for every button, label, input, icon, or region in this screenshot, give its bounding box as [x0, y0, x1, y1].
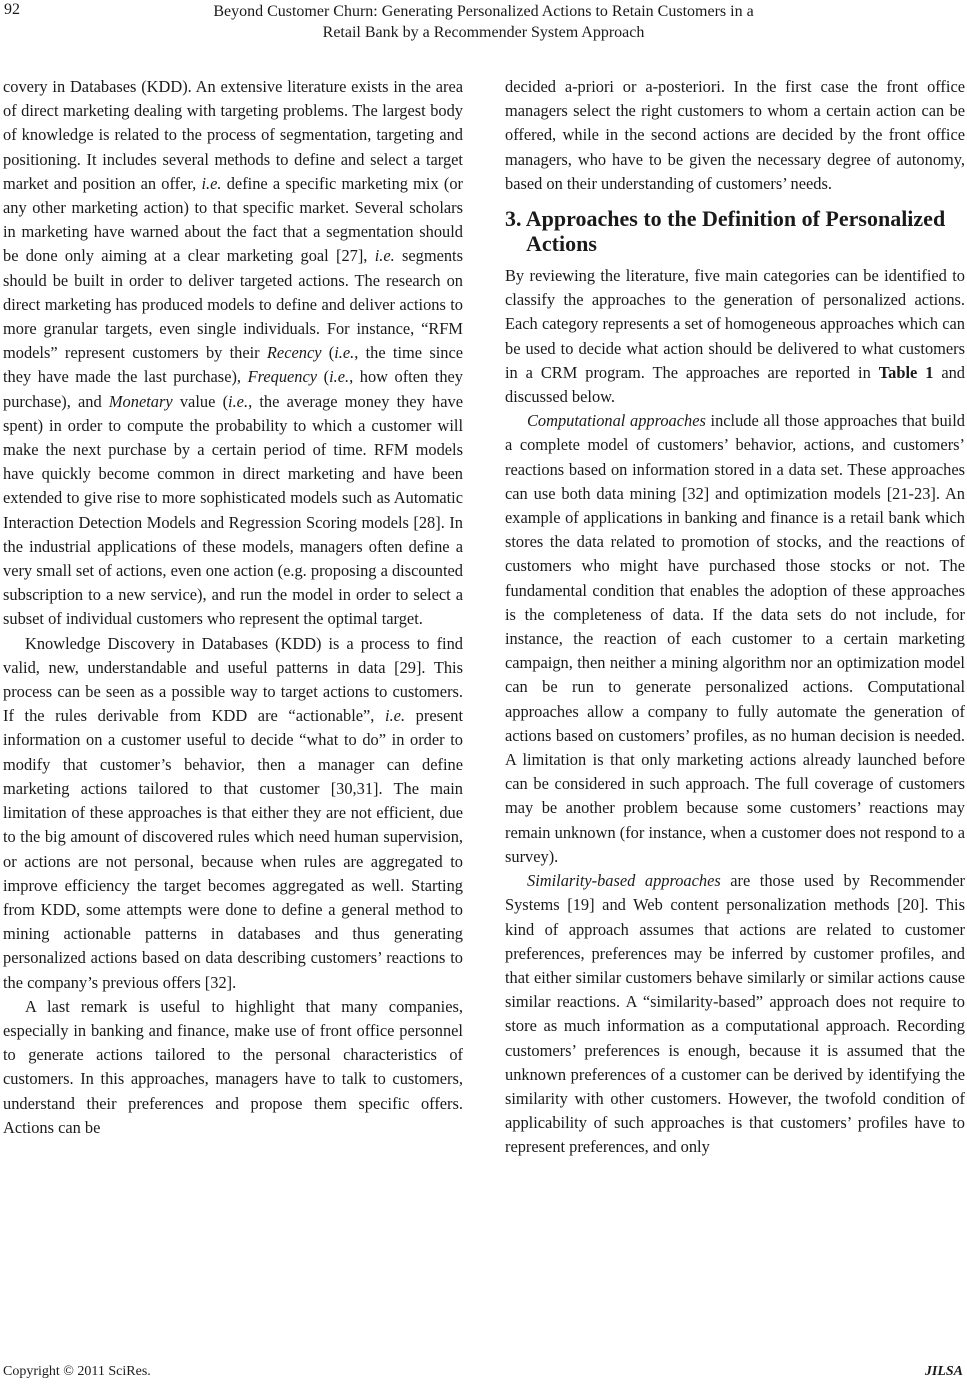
text-run-italic: Frequency [247, 367, 318, 387]
running-head-line-2: Retail Bank by a Recommender System Approach [322, 24, 645, 41]
paragraph-a-priori: decided a-priori or a-posteriori. In the first case the front office managers select the right customers to whom a certain action can be offered, while in the second actions are decided by the front office managers, who have to be given the necessary degree of autonomy, based on their understanding of customers’ needs. [505, 77, 965, 193]
section-title: 3. Approaches to the Definition of Personalized Actions [505, 206, 946, 257]
text-run: , the time since they have made the last purchase), [3, 343, 463, 387]
text-run: ( [321, 343, 335, 363]
text-run-italic: Monetary [108, 391, 173, 411]
table-reference: Table 1 [878, 362, 934, 382]
text-run: are those used by Recommender Systems [19] and Web content personalization methods [20]. This kind of approach assumes that actions are related to customer preferences, preferences may be inferred by customer profiles, and that either similar customers behave similarly or similar actions cause similar reactions. A “similarity-based” approach does not require to store as much information as a computational approach. Recording customers’ preferences is enough, because it is assumed that the unknown preferences of a customer can be derived by identifying the similarity with other customers. However, the twofold condition of applicability of such approaches is that customers’ profiles have to represent preferences, and only [505, 871, 965, 1157]
running-head [0, 1, 967, 43]
text-run-italic: i.e. [334, 343, 355, 363]
text-run: present information on a customer useful to decide “what to do” in order to modify that customer’s behavior, then a manager can define marketing actions tailored to that customer [30,31]. The main limitation of these approaches is that either they are not efficient, due to the big amount of discovered rules which need human supervision, or actions are not personal, because when rules are aggregated to improve efficiency the target becomes aggregated as well. Starting from KDD, some attempts were done to define a general method to mining actionable patterns in databases and thus generating personalized actions based on data describing customers’ reactions to the company’s previous offers [32]. [3, 706, 464, 992]
text-run-italic: i.e. [228, 391, 249, 411]
text-run-italic: Recency [266, 343, 322, 363]
right-column [505, 75, 965, 1160]
page-number: 92 [4, 1, 20, 18]
text-run: By reviewing the literature, five main categories can be identified to classify the approaches to the generation of personalized actions. Each category represents a set of homogeneous approaches which can be used to decide what action should be delivered to what customers in a CRM program. The approaches are reported in [505, 266, 965, 382]
text-run: , how often they purchase), and [3, 367, 463, 411]
paragraph-similarity [505, 869, 965, 1159]
text-run-italic: i.e. [201, 173, 222, 193]
footer-journal: JILSA [924, 1364, 963, 1379]
paragraph-front-office: A last remark is useful to highlight that many companies, especially in banking and finance, make use of front office personnel to generate actions tailored to the personal characteristics of customers. In this approaches, managers have to talk to customers, understand their preferences and propose them specific offers. Actions can be [3, 996, 463, 1137]
text-run-italic: i.e. [385, 706, 406, 726]
text-run: define a specific marketing mix (or any other marketing action) to that specific market. Several scholars in marketing have warned about the fact that a segmentation should be done only aiming at a clear marketing goal [27], [3, 173, 463, 266]
left-column [3, 75, 463, 1140]
paragraph-kdd-intro [3, 75, 463, 632]
paragraph-categories [505, 264, 965, 409]
text-run: Knowledge Discovery in Databases (KDD) is a process to find valid, new, understandable and useful patterns in data [29]. This process can be seen as a possible way to target actions to customers. If the rules derivable from KDD are “actionable”, [3, 633, 463, 726]
text-run-italic: i.e. [329, 367, 350, 387]
text-run: include all those approaches that build a complete model of customers’ behavior, actions, and customers’ reactions based on information stored in a data set. These approaches can use both data mining [32] and optimization models [21-23]. An example of applications in banking and finance is a retail bank which stores the data related to promotion of stocks, and the reactions of customers who might have purchased those stocks or not. The fundamental condition that enables the adoption of these approaches is the completeness of data. If the data sets do not include, for instance, the reaction of each customer to a certain marketing campaign, then neither a mining algorithm nor an optimization model can be run to generate personalized actions. Computational approaches allow a company to fully automate the generation of actions based on customers’ profiles, as no human decision is needed. A limitation is that only marketing actions already launched before can be considered in such approach. The full coverage of customers may be another problem because some customers’ reactions may remain unknown (for instance, when a customer does not respond to a survey). [505, 411, 965, 866]
paragraph-computational [505, 409, 965, 869]
text-run: and discussed below. [505, 362, 965, 407]
paragraph-knowledge-discovery [3, 632, 463, 995]
text-run: segments should be built in order to deliver targeted actions. The research on direct marketing has produced models to define and deliver actions to more granular targets, even single individuals. For instance, “RFM models” represent customers by their [3, 246, 463, 363]
text-run: ( [317, 367, 330, 387]
text-run-italic: i.e. [374, 246, 395, 266]
text-run: covery in Databases (KDD). An extensive literature exists in the area of direct marketing dealing with targeting problems. The largest body of knowledge is related to the process of segmentation, targeting and positioning. It includes several methods to define and select a target market and position an offer, [3, 77, 463, 193]
text-run: value ( [172, 391, 229, 411]
footer-copyright: Copyright © 2011 SciRes. [3, 1364, 151, 1379]
running-head-line-1: Beyond Customer Churn: Generating Personalized Actions to Retain Customers in a [213, 3, 754, 20]
term-italic: Computational approaches [527, 411, 706, 431]
text-run: , the average money they have spent) in order to compute the probability to which a customer will make the next purchase by a certain period of time. RFM models have quickly become common in direct marketing and have been extended to give rise to more sophisticated models such as Automatic Interaction Detection Models and Regression Scoring models [28]. In the industrial applications of these models, managers often define a very small set of actions, even one action (e.g. proposing a discounted subscription to a new service), and run the model in order to select a subset of individual customers who represent the optimal target. [3, 391, 463, 629]
term-italic: Similarity-based approaches [527, 871, 721, 891]
